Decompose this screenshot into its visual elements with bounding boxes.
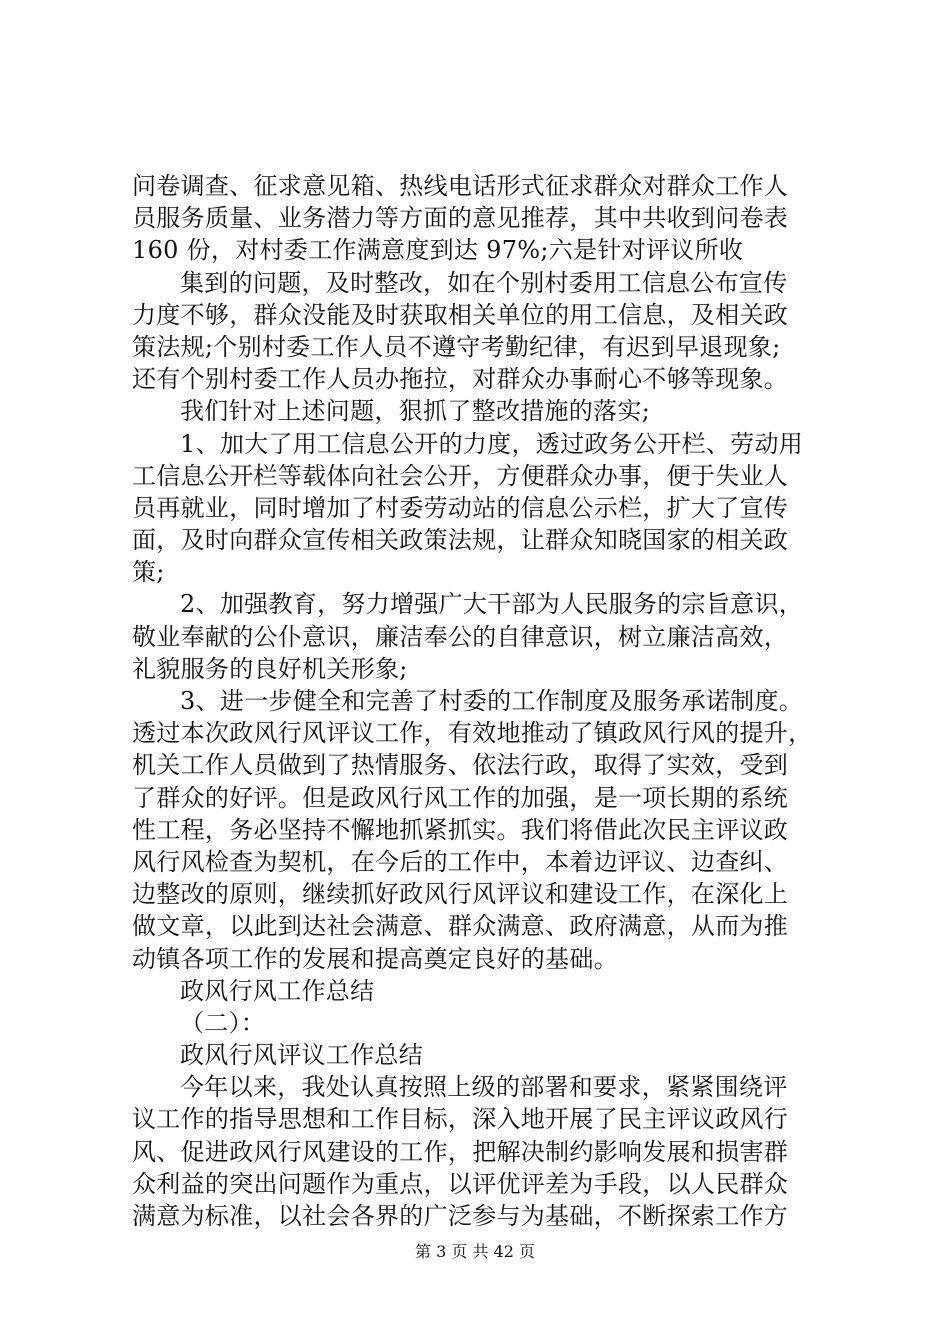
text-line: 机关工作人员做到了热情服务、依法行政，取得了实效，受到 (132, 751, 789, 780)
text-line: 集到的问题，及时整改，如在个别村委用工信息公布宣传 (180, 268, 788, 297)
document-body (132, 170, 832, 1232)
text-line: （二）： (180, 1008, 266, 1037)
text-line: 面，及时向群众宣传相关政策法规，让群众知晓国家的相关政 (132, 526, 789, 555)
text-line: 了群众的好评。但是政风行风工作的加强，是一项长期的系统 (132, 783, 789, 812)
text-line: 众利益的突出问题作为重点，以评优评差为手段，以人民群众 (132, 1169, 789, 1198)
text-line: 3、进一步健全和完善了村委的工作制度及服务承诺制度。 (180, 687, 804, 715)
text-line: 透过本次政风行风评议工作，有效地推动了镇政风行风的提升， (132, 719, 813, 748)
text-line: 工信息公开栏等载体向社会公开，方便群众办事，便于失业人 (132, 461, 789, 490)
text-line: 风行风检查为契机，在今后的工作中，本着边评议、边查纠、 (132, 847, 789, 876)
text-line: 问卷调查、征求意见箱、热线电话形式征求群众对群众工作人 (132, 172, 789, 200)
text-line: 1、加大了用工信息公开的力度，透过政务公开栏、劳动用 (180, 429, 804, 458)
text-line: 策; (132, 558, 165, 587)
text-line: 敬业奉献的公仆意识，廉洁奉公的自律意识，树立廉洁高效， (132, 622, 789, 651)
text-line: 还有个别村委工作人员办拖拉，对群众办事耐心不够等现象。 (132, 365, 789, 394)
text-line: 策法规;个别村委工作人员不遵守考勤纪律，有迟到早退现象; (132, 332, 781, 361)
text-line: 动镇各项工作的发展和提高奠定良好的基础。 (132, 944, 618, 973)
text-line: 2、加强教育，努力增强广大干部为人民服务的宗旨意识， (180, 590, 804, 619)
text-line: 风、促进政风行风建设的工作，把解决制约影响发展和损害群 (132, 1137, 789, 1166)
page-footer: 第 3 页 共 42 页 (415, 1242, 535, 1261)
text-line: 议工作的指导思想和工作目标，深入地开展了民主评议政风行 (132, 1105, 789, 1134)
text-line: 我们针对上述问题，狠抓了整改措施的落实; (180, 397, 651, 426)
text-line: 做文章，以此到达社会满意、群众满意、政府满意，从而为推 (132, 912, 789, 941)
text-line: 力度不够，群众没能及时获取相关单位的用工信息，及相关政 (132, 300, 789, 329)
text-line: 政风行风评议工作总结 (180, 1041, 423, 1070)
text-line: 160 份，对村委工作满意度到达 97%;六是针对评议所收 (132, 236, 744, 265)
text-line: 满意为标准，以社会各界的广泛参与为基础，不断探索工作方 (132, 1202, 789, 1230)
text-line: 边整改的原则，继续抓好政风行风评议和建设工作，在深化上 (132, 880, 789, 909)
text-line: 政风行风工作总结 (180, 976, 375, 1005)
text-line: 员再就业，同时增加了村委劳动站的信息公示栏，扩大了宣传 (132, 493, 789, 522)
text-line: 员服务质量、业务潜力等方面的意见推荐，其中共收到问卷表 (132, 204, 789, 233)
text-line: 性工程，务必坚持不懈地抓紧抓实。我们将借此次民主评议政 (132, 815, 789, 844)
text-line: 礼貌服务的良好机关形象; (132, 654, 408, 683)
text-line: 今年以来，我处认真按照上级的部署和要求，紧紧围绕评 (180, 1073, 788, 1102)
